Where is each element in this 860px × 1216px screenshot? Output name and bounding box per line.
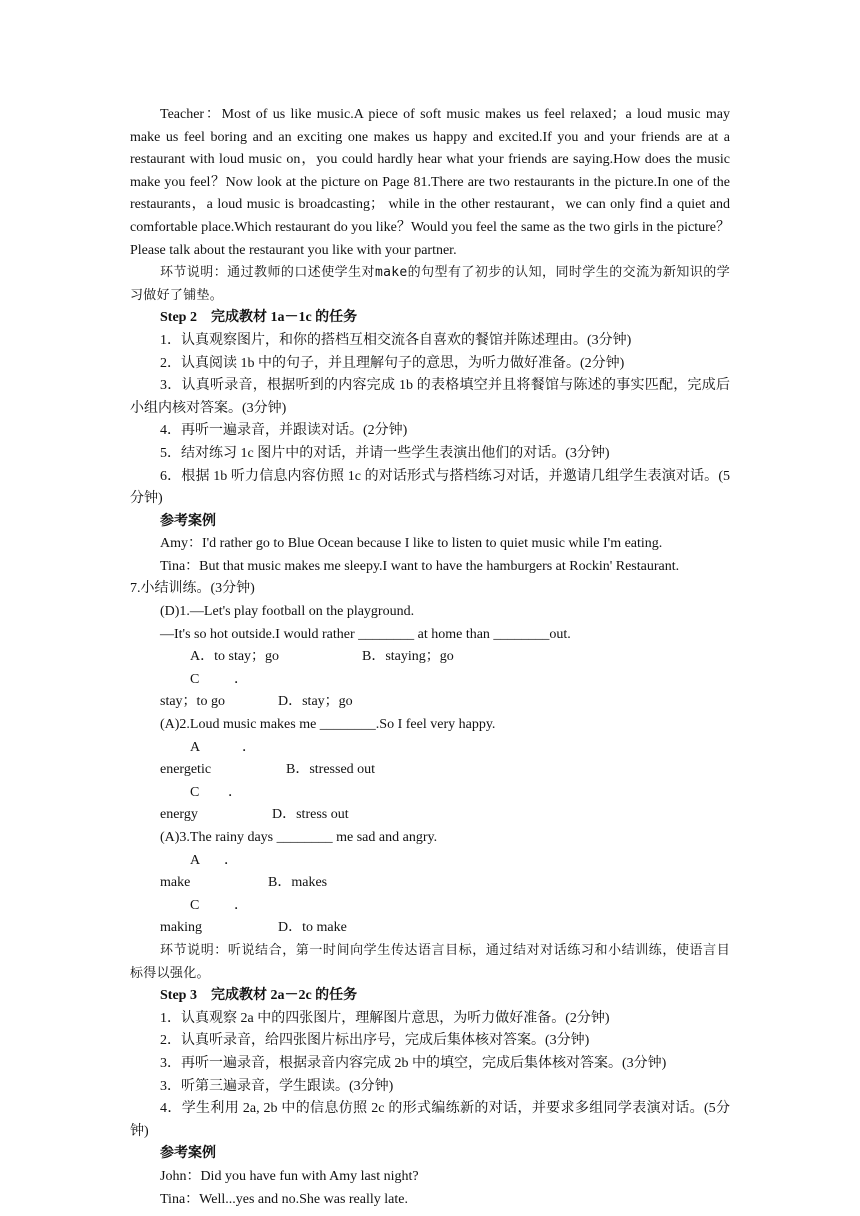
step3-item-2: 2．认真听录音，给四张图片标出序号，完成后集体核对答案。(3分钟) (160, 1033, 590, 1049)
step3-item-3: 3．再听一遍录音，根据录音内容完成 2b 中的填空，完成后集体核对答案。(3分钟) (160, 1055, 667, 1071)
option-d: D．stay；go (278, 694, 353, 710)
quiz-options-1-row-1 (130, 646, 730, 669)
quiz-options-1-row-2 (130, 669, 730, 714)
step2-item-3: 3．认真听录音，根据听到的内容完成 1b 的表格填空并且将餐馆与陈述的事实匹配，完成后小组内核对答案。(3分钟) (130, 378, 730, 416)
summary-training: 7.小结训练。(3分钟) (130, 581, 255, 597)
option-b: B．makes (268, 875, 328, 891)
option-b: B．staying；go (362, 649, 454, 665)
quiz-question-2: (A)2.Loud music makes me ________.So I feel very happy. (160, 717, 496, 733)
step3-item-4: 3．听第三遍录音，学生跟读。(3分钟) (160, 1078, 394, 1094)
option-b: B．stressed out (286, 762, 376, 778)
step2-item-1: 1．认真观察图片，和你的搭档互相交流各自喜欢的餐馆并陈述理由。(3分钟) (160, 332, 632, 348)
step2-item-6: 6．根据 1b 听力信息内容仿照 1c 的对话形式与搭档练习对话，并邀请几组学生表演对话。(5分钟) (130, 468, 730, 507)
option-c: C．stay；to go (160, 671, 248, 710)
step3-case-title: 参考案例 (160, 1146, 216, 1162)
option-d: D．stress out (272, 807, 349, 823)
dialogue-line: John：Did you have fun with Amy last night? (160, 1168, 419, 1184)
step2-case-title: 参考案例 (160, 513, 216, 529)
step2-item-4: 4．再听一遍录音，并跟读对话。(2分钟) (160, 423, 408, 439)
step3-title: Step 3 完成教材 2a－2c 的任务 (160, 988, 358, 1004)
option-a: A．to stay；go (190, 649, 280, 665)
dialogue-line: Amy：I'd rather go to Blue Ocean because I like to listen to quiet music while I'm eating. (160, 536, 663, 552)
quiz-question-1: (D)1.—Let's play football on the playground. (160, 604, 415, 620)
option-a: A．make (160, 852, 238, 891)
section-note-1: 环节说明：通过教师的口述使学生对make的句型有了初步的认知，同时学生的交流为新知识的学习做好了铺垫。 (130, 265, 730, 303)
option-c: C．energy (160, 784, 242, 823)
step2-title: Step 2 完成教材 1a－1c 的任务 (160, 310, 358, 326)
section-note-2: 环节说明：听说结合，第一时间向学生传达语言目标，通过结对对话练习和小结训练，使语言目标得以强化。 (130, 942, 730, 981)
quiz-question-3: (A)3.The rainy days ________ me sad and angry. (160, 830, 438, 845)
step2-item-2: 2．认真阅读 1b 中的句子，并且理解句子的意思，为听力做好准备。(2分钟) (160, 355, 625, 371)
dialogue-line: Tina：But that music makes me sleepy.I want to have the hamburgers at Rockin' Restaurant. (160, 558, 680, 574)
dialogue-line: Tina：Well...yes and no.She was really late. (160, 1191, 408, 1207)
option-d: D．to make (278, 920, 347, 936)
step3-item-5: 4．学生利用 2a, 2b 中的信息仿照 2c 的形式编练新的对话，并要求多组同学表演对话。(5分钟) (130, 1101, 730, 1139)
option-c: C．making (160, 897, 248, 936)
option-a: A．energetic (160, 739, 256, 778)
step3-item-1: 1．认真观察 2a 中的四张图片，理解图片意思，为听力做好准备。(2分钟) (160, 1010, 610, 1026)
quiz-options-3-row-1 (130, 850, 730, 895)
teacher-intro: Teacher：Most of us like music.A piece of soft music makes us feel relaxed；a loud music may make us feel boring and an exciting one makes us happy and excited.If you and your friends are at a restaurant with loud music on，you could hardly hear what your friends are saying.How does the music make you feel？Now look at the picture on Page 81.There are two restaurants in the picture.In one of the restaurants，a loud music is broadcasting； while in the other restaurant，we can only find a quiet and comfortable place.Which restaurant do you like？Would you feel the same as the two girls in the picture？Please talk about the restaurant you like with your partner. (130, 107, 730, 258)
quiz-options-3-row-2 (130, 895, 730, 940)
quiz-options-2-row-2 (130, 782, 730, 827)
step2-item-5: 5．结对练习 1c 图片中的对话，并请一些学生表演出他们的对话。(3分钟) (160, 445, 610, 461)
quiz-options-2-row-1 (130, 737, 730, 782)
quiz-question-1-response: —It's so hot outside.I would rather ________ at home than ________out. (160, 626, 571, 642)
document-page (130, 104, 730, 1211)
